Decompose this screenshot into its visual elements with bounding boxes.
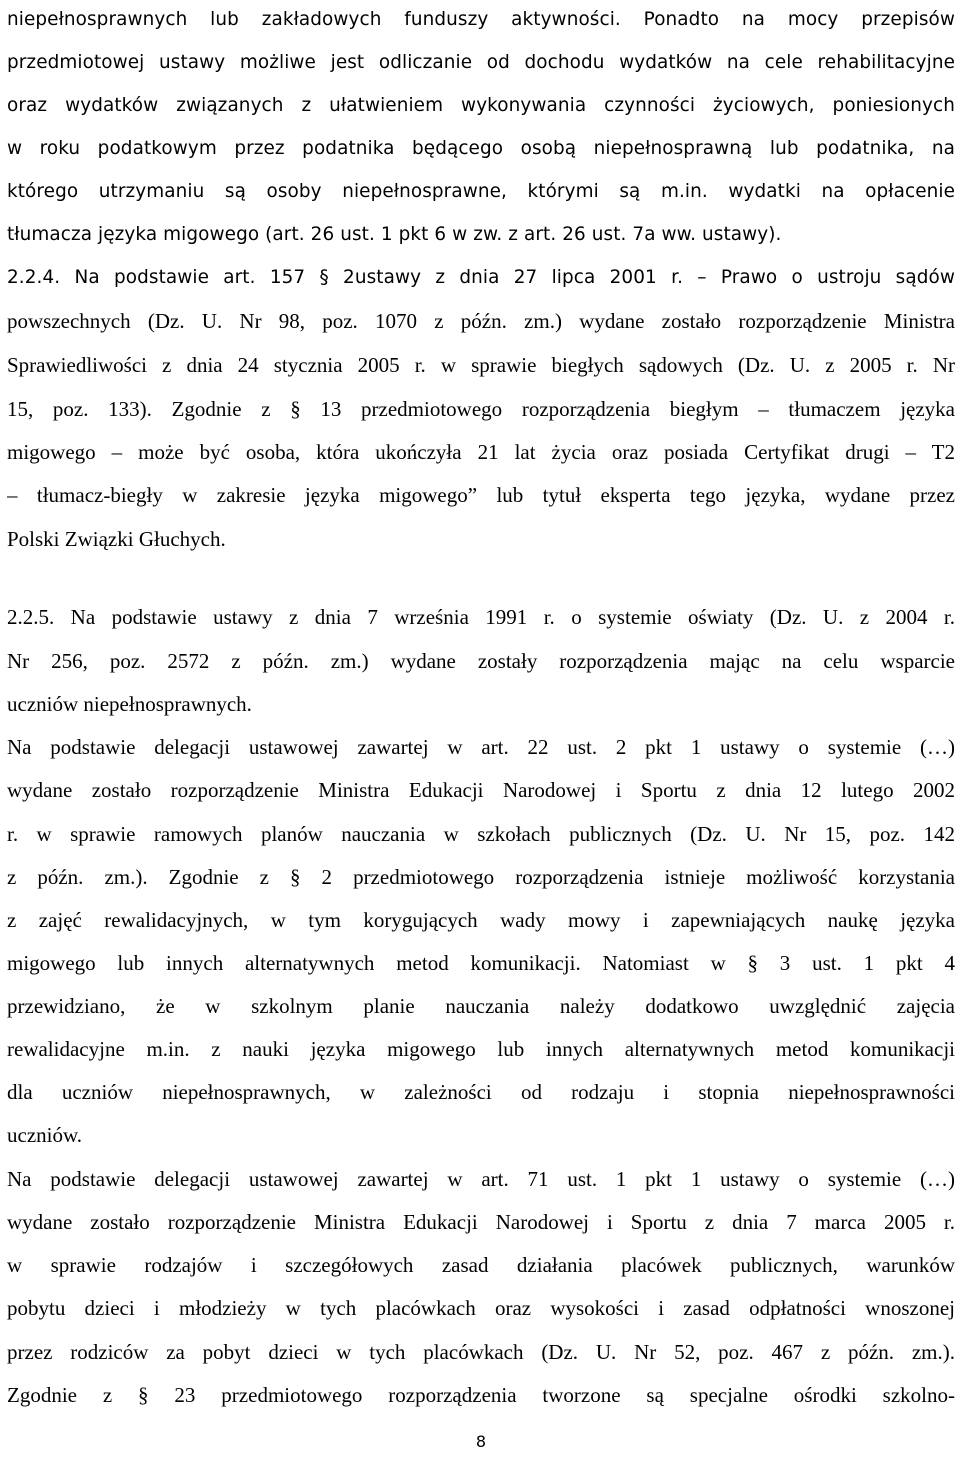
text-line: w roku podatkowym przez podatnika będącego osobą niepełnosprawną lub podatnika, na xyxy=(7,138,955,159)
text-line: migowego – może być osoba, która ukończyła 21 lat życia oraz posiada Certyfikat drugi – T2 xyxy=(7,440,955,464)
document-page xyxy=(7,0,955,1460)
text-line: migowego lub innych alternatywnych metod komunikacji. Natomiast w § 3 ust. 1 pkt 4 xyxy=(7,951,955,975)
text-line: dla uczniów niepełnosprawnych, w zależności od rodzaju i stopnia niepełnosprawności xyxy=(7,1080,955,1104)
text-line: Zgodnie z § 23 przedmiotowego rozporządzenia tworzone są specjalne ośrodki szkolno- xyxy=(7,1383,955,1407)
text-line: Na podstawie delegacji ustawowej zawartej w art. 22 ust. 2 pkt 1 ustawy o systemie (…) xyxy=(7,735,955,759)
text-line: uczniów niepełnosprawnych. xyxy=(7,692,252,716)
text-line: 2.2.5. Na podstawie ustawy z dnia 7 września 1991 r. o systemie oświaty (Dz. U. z 2004 r. xyxy=(7,605,955,629)
text-line: wydane zostało rozporządzenie Ministra Edukacji Narodowej i Sportu z dnia 7 marca 2005 r. xyxy=(7,1210,955,1234)
text-line: z późn. zm.). Zgodnie z § 2 przedmiotowego rozporządzenia istnieje możliwość korzystania xyxy=(7,865,955,889)
text-line: przewidziano, że w szkolnym planie nauczania należy dodatkowo uwzględnić zajęcia xyxy=(7,994,955,1018)
text-line: z zajęć rewalidacyjnych, w tym korygujących wady mowy i zapewniających naukę języka xyxy=(7,908,955,932)
text-line: 2.2.4. Na podstawie art. 157 § 2ustawy z dnia 27 lipca 2001 r. – Prawo o ustroju sądów xyxy=(7,267,955,288)
text-line: przez rodziców za pobyt dzieci w tych placówkach (Dz. U. Nr 52, poz. 467 z późn. zm.). xyxy=(7,1340,955,1364)
text-line: Nr 256, poz. 2572 z późn. zm.) wydane zostały rozporządzenia mając na celu wsparcie xyxy=(7,649,955,673)
text-line: tłumacza języka migowego (art. 26 ust. 1 pkt 6 w zw. z art. 26 ust. 7a ww. ustawy). xyxy=(7,224,782,245)
text-line: przedmiotowej ustawy możliwe jest odliczanie od dochodu wydatków na cele rehabilitacyjne xyxy=(7,52,955,73)
text-line: Na podstawie delegacji ustawowej zawartej w art. 71 ust. 1 pkt 1 ustawy o systemie (…) xyxy=(7,1167,955,1191)
text-line: uczniów. xyxy=(7,1123,83,1147)
page-number: 8 xyxy=(475,1432,487,1451)
text-line: – tłumacz-biegły w zakresie języka migowego” lub tytuł eksperta tego języka, wydane przez xyxy=(7,483,955,507)
text-line: niepełnosprawnych lub zakładowych funduszy aktywności. Ponadto na mocy przepisów xyxy=(7,9,955,30)
text-line: w sprawie rodzajów i szczegółowych zasad działania placówek publicznych, warunków xyxy=(7,1253,955,1277)
text-line: którego utrzymaniu są osoby niepełnosprawne, którymi są m.in. wydatki na opłacenie xyxy=(7,181,955,202)
text-line: 15, poz. 133). Zgodnie z § 13 przedmiotowego rozporządzenia biegłym – tłumaczem języka xyxy=(7,397,955,421)
text-line: Sprawiedliwości z dnia 24 stycznia 2005 r. w sprawie biegłych sądowych (Dz. U. z 2005 r. Nr xyxy=(7,353,955,377)
text-line: Polski Związki Głuchych. xyxy=(7,527,226,551)
text-line: powszechnych (Dz. U. Nr 98, poz. 1070 z późn. zm.) wydane zostało rozporządzenie Ministra xyxy=(7,309,955,333)
text-line: pobytu dzieci i młodzieży w tych placówkach oraz wysokości i zasad odpłatności wnoszonej xyxy=(7,1296,955,1320)
text-line: rewalidacyjne m.in. z nauki języka migowego lub innych alternatywnych metod komunikacji xyxy=(7,1037,955,1061)
text-line: wydane zostało rozporządzenie Ministra Edukacji Narodowej i Sportu z dnia 12 lutego 2002 xyxy=(7,778,955,802)
text-line: oraz wydatków związanych z ułatwieniem wykonywania czynności życiowych, poniesionych xyxy=(7,95,955,116)
text-line: r. w sprawie ramowych planów nauczania w szkołach publicznych (Dz. U. Nr 15, poz. 142 xyxy=(7,822,955,846)
